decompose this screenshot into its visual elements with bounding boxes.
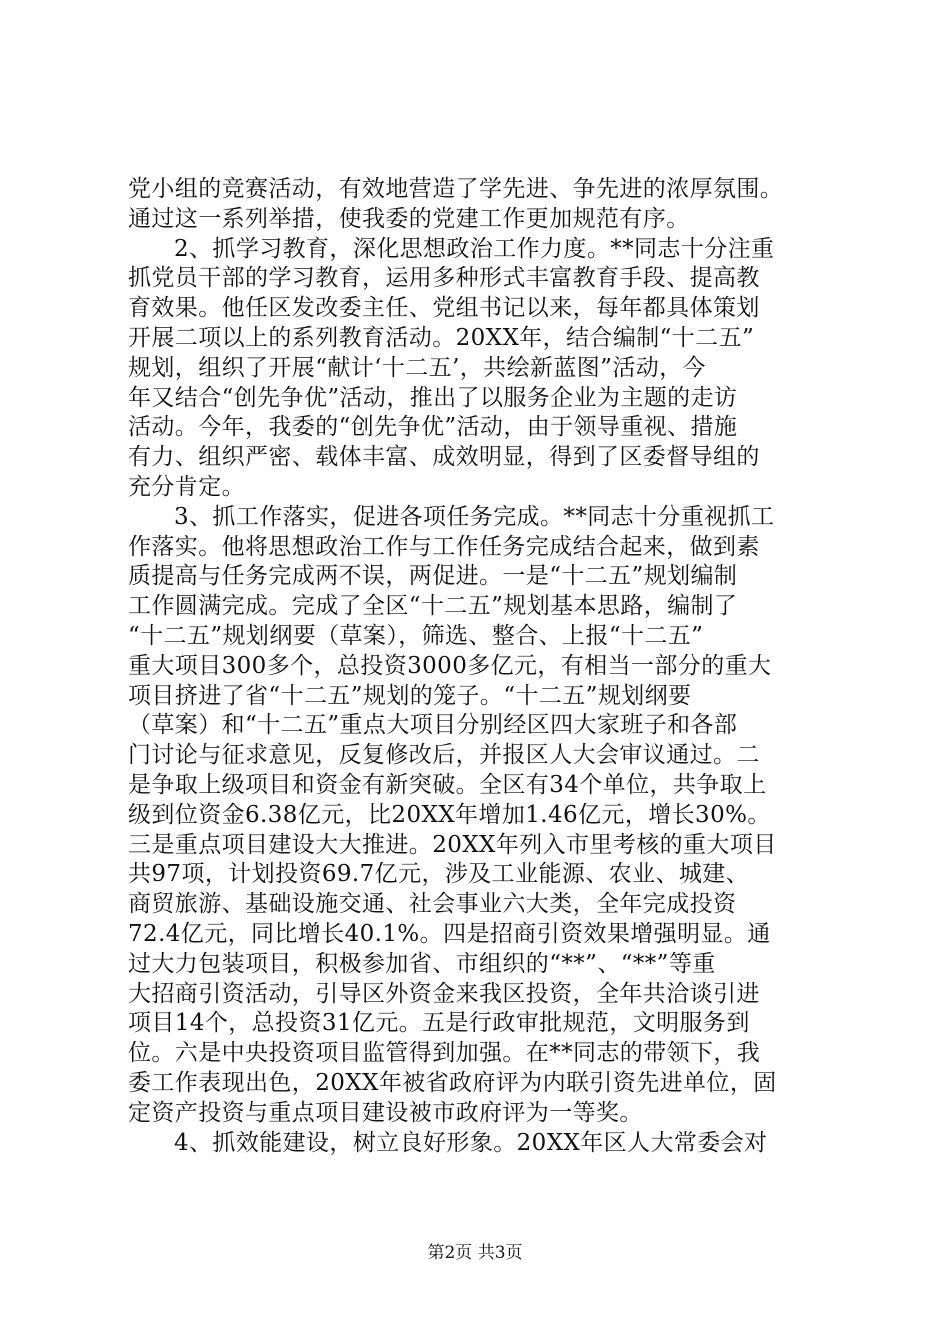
paragraph-start-line: 3、抓工作落实，促进各项任务完成。**同志十分重视抓工 bbox=[174, 503, 775, 530]
paragraph-start-line: 2、抓学习教育，深化思想政治工作力度。**同志十分注重 bbox=[174, 235, 775, 262]
text-line: （草案）和“十二五”重点大项目分别经区四大家班子和各部 bbox=[128, 712, 738, 739]
text-line: 活动。今年，我委的“创先争优”活动，由于领导重视、措施 bbox=[128, 414, 738, 441]
text-line: 三是重点项目建设大大推进。20XX年列入市里考核的重大项目 bbox=[128, 831, 777, 858]
text-line: “十二五”规划纲要（草案），筛选、整合、上报“十二五” bbox=[128, 622, 704, 649]
text-line: 委工作表现出色，20XX年被省政府评为内联引资先进单位，固 bbox=[128, 1069, 777, 1096]
text-line: 抓党员干部的学习教育，运用多种形式丰富教育手段、提高教 bbox=[128, 265, 760, 292]
text-line: 作落实。他将思想政治工作与工作任务完成结合起来，做到素 bbox=[128, 533, 760, 560]
text-line: 质提高与任务完成两不误，两促进。一是“十二五”规划编制 bbox=[128, 563, 738, 590]
text-line: 充分肯定。 bbox=[128, 473, 245, 500]
text-line: 重大项目300多个，总投资3000多亿元，有相当一部分的重大 bbox=[128, 652, 772, 679]
text-line: 通过这一系列举措，使我委的党建工作更加规范有序。 bbox=[128, 205, 690, 232]
text-line: 育效果。他任区发改委主任、党组书记以来，每年都具体策划 bbox=[128, 295, 760, 322]
text-line: 年又结合“创先争优”活动，推出了以服务企业为主题的走访 bbox=[128, 384, 738, 411]
text-line: 党小组的竞赛活动，有效地营造了学先进、争先进的浓厚氛围。 bbox=[128, 176, 784, 202]
text-line: 有力、组织严密、载体丰富、成效明显，得到了区委督导组的 bbox=[128, 444, 760, 471]
text-line: 级到位资金6.38亿元，比20XX年增加1.46亿元，增长30%。 bbox=[128, 801, 771, 828]
text-line: 72.4亿元，同比增长40.1%。四是招商引资效果增强明显。通 bbox=[128, 920, 771, 947]
document-body bbox=[128, 175, 838, 1158]
text-line: 开展二项以上的系列教育活动。20XX年，结合编制“十二五” bbox=[128, 324, 755, 351]
text-line: 工作圆满完成。完成了全区“十二五”规划基本思路，编制了 bbox=[128, 593, 738, 620]
text-line: 定资产投资与重点项目建设被市政府评为一等奖。 bbox=[128, 1099, 643, 1126]
text-line: 项目挤进了省“十二五”规划的笼子。“十二五”规划纲要 bbox=[128, 682, 692, 709]
text-line: 项目14个，总投资31亿元。五是行政审批规范，文明服务到 bbox=[128, 1010, 750, 1037]
text-line: 大招商引资活动，引导区外资金来我区投资，全年共洽谈引进 bbox=[128, 980, 760, 1007]
text-line: 共97项，计划投资69.7亿元，涉及工业能源、农业、城建、 bbox=[128, 861, 750, 888]
paragraph-start-line: 4、抓效能建设，树立良好形象。20XX年区人大常委会对 bbox=[174, 1129, 768, 1156]
text-line: 商贸旅游、基础设施交通、社会事业六大类，全年完成投资 bbox=[128, 891, 737, 918]
text-line: 位。六是中央投资项目监管得到加强。在**同志的带领下，我 bbox=[128, 1040, 761, 1067]
text-line: 规划，组织了开展“献计‘十二五’，共绘新蓝图”活动，今 bbox=[128, 354, 706, 381]
text-line: 门讨论与征求意见，反复修改后，并报区人大会审议通过。二 bbox=[128, 742, 760, 769]
text-line: 过大力包装项目，积极参加省、市组织的“**”、“**”等重 bbox=[128, 950, 716, 977]
page-footer: 第2页 共3页 bbox=[427, 1243, 523, 1263]
text-line: 是争取上级项目和资金有新突破。全区有34个单位，共争取上 bbox=[128, 771, 767, 798]
